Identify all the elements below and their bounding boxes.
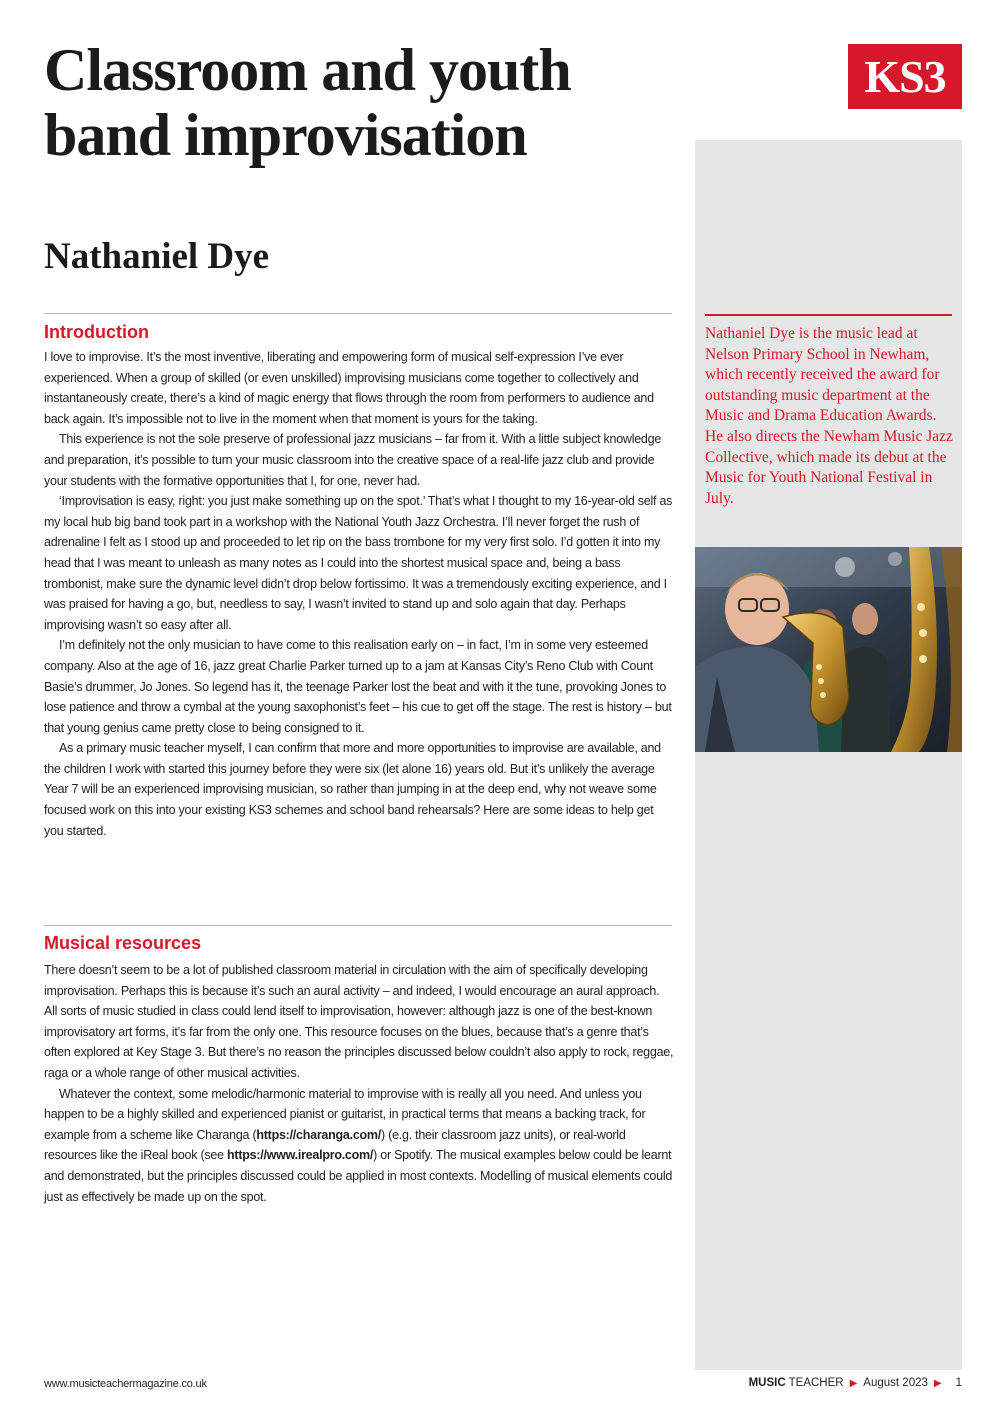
paragraph-text: Whatever the context, some melodic/harmonic material to improvise with is really all you need. And unless you happen to be a highly skilled and experienced pianist or guitarist, in practical terms that means a backing track, for example from a scheme like Charanga ( — [44, 1086, 646, 1142]
section-heading-introduction: Introduction — [44, 322, 149, 342]
photo-illustration — [695, 547, 962, 752]
paragraph: ‘Improvisation is easy, right: you just make something up on the spot.’ That’s what I thought to my 16-year-old self as my local hub big band took part in a workshop with the National Youth Jazz Orchestra. I’ll never forget the rush of adrenaline I felt as I stood up and proceeded to let rip on the bass trombone for my very first solo. I’d gotten it into my head that I was meant to unleash as many notes as I could into the shortest musical space and, being a bass trombonist, make sure the dynamic level didn’t drop below fortissimo. It was a tremendously exciting experience, and I was praised for having a go, but, needless to say, I wasn’t invited to stand up and solo again that day. Perhaps improvising wasn’t so easy after all. — [44, 494, 673, 632]
musical-resources-body — [44, 960, 674, 1207]
irealpro-link[interactable]: https://www.irealpro.com/ — [227, 1148, 374, 1163]
magazine-name-bold: MUSIC — [748, 1377, 786, 1389]
paragraph — [44, 1084, 674, 1208]
paragraph: There doesn’t seem to be a lot of published classroom material in circulation with the aim of specifically developing improvisation. Perhaps this is because it’s such an aural activity – and indeed, I would encourage an aural approach. All sorts of music studied in class could lend itself to improvisation, however: although jazz is one of the best-known improvisatory art forms, it’s far from the only one. This resource focuses on the blues, because that’s a genre that’s often explored at Key Stage 3. But there’s no reason the principles discussed below couldn’t also apply to rock, reggae, raga or a whole range of other musical activities. — [44, 963, 674, 1080]
key-stage-badge: KS3 — [848, 44, 962, 109]
triangle-right-icon: ▶ — [933, 1377, 942, 1389]
article-title: Classroom and youth band improvisation — [44, 37, 571, 168]
paragraph: As a primary music teacher myself, I can confirm that more and more opportunities to improvise are available, and the children I work with started this journey before they were six (let alone 16) years old. But it’s unlikely the average Year 7 will be an experienced improvising musician, so rather than jumping in at the deep end, why not weave some focused work on this into your existing KS3 schemes and school band rehearsals? Here are some ideas to help get you started. — [44, 741, 661, 838]
paragraph-text: ) (e.g. their classroom jazz units), or real-world resources like the iReal book (see — [44, 1127, 626, 1163]
section-heading-musical-resources: Musical resources — [44, 933, 202, 953]
magazine-name-light: TEACHER — [788, 1377, 844, 1389]
footer-website-url[interactable]: www.musicteachermagazine.co.uk — [44, 1378, 207, 1390]
author-bio: Nathaniel Dye is the music lead at Nelson Primary School in Newham, which recently received the award for outstanding music department at the Music and Drama Education Awards. He also directs the Newham Music Jazz Collective, which made its debut at the Music for Youth National Festival in July. — [705, 325, 953, 507]
paragraph: This experience is not the sole preserve of professional jazz musicians – far from it. With a little subject knowledge and preparation, it’s possible to turn your music classroom into the creative space of a real-life jazz club and provide your students with the formative opportunities that I, for one, never had. — [44, 432, 662, 488]
bio-divider — [705, 314, 952, 316]
issue-date: August 2023 — [863, 1377, 928, 1389]
page-number: 1 — [955, 1377, 962, 1389]
introduction-body — [44, 347, 674, 841]
paragraph-text: ) or Spotify. The musical examples below could be learnt and demonstrated, but the principles discussed could be applied in most contexts. Modelling of musical elements could just as effectively be made up on the spot. — [44, 1148, 673, 1204]
charanga-link[interactable]: https://charanga.com/ — [256, 1127, 382, 1142]
paragraph: I’m definitely not the only musician to have come to this realisation early on – in fact, I’m in some very esteemed company. Also at the age of 16, jazz great Charlie Parker turned up to a jam at Kansas City’s Reno Club with Count Basie’s drummer, Jo Jones. So legend has it, the teenage Parker lost the beat and with it the tune, provoking Jones to lose patience and throw a cymbal at the young saxophonist’s feet – his cue to get off the stage. The rest is history – but that young genius came pretty close to being consigned to it. — [44, 638, 672, 735]
paragraph: I love to improvise. It’s the most inventive, liberating and empowering form of musical self-expression I’ve ever experienced. When a group of skilled (or even unskilled) improvising musicians come together to collectively and instantaneously create, there’s a kind of magic energy that flows through the room from performers to audience and back again. It’s impossible not to live in the moment when that moment is yours for the taking. — [44, 350, 654, 426]
magazine-name — [749, 1377, 844, 1389]
section-divider — [44, 925, 672, 926]
author-name: Nathaniel Dye — [44, 236, 270, 277]
section-divider — [44, 313, 672, 314]
saxophone-students-photo — [695, 547, 962, 752]
triangle-right-icon: ▶ — [849, 1377, 858, 1389]
footer-publication-info — [749, 1377, 962, 1389]
